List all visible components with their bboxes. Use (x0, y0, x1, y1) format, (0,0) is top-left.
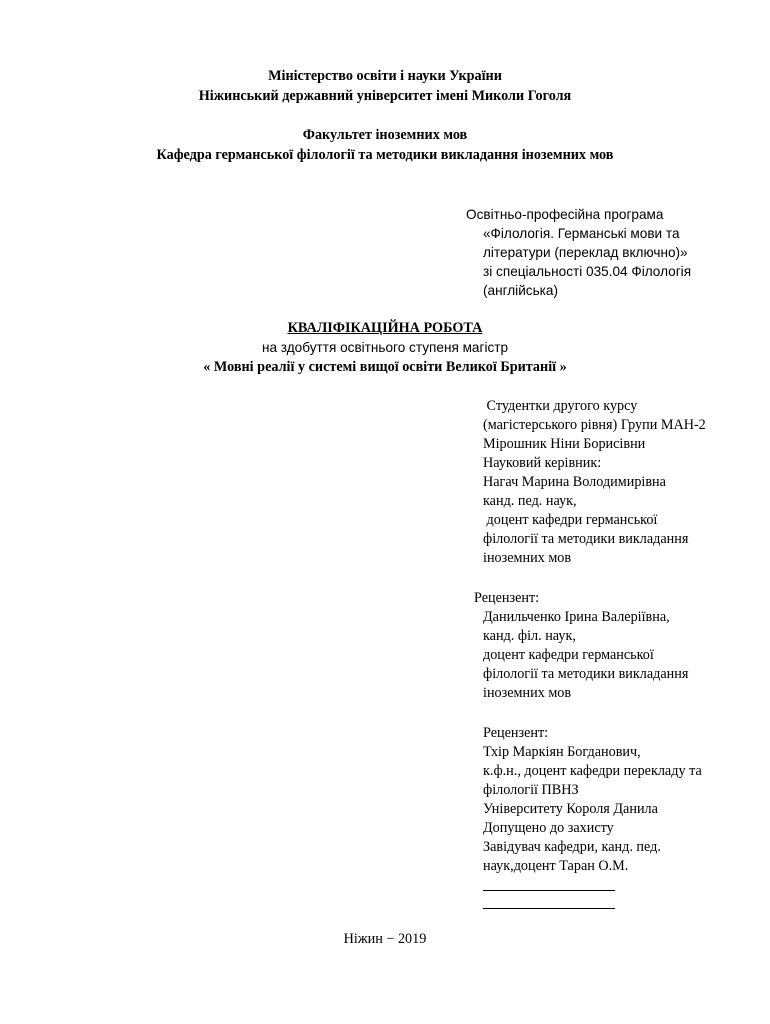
reviewer-line: к.ф.н., доцент кафедри перекладу та (483, 763, 702, 779)
student-line: Студентки другого курсу (483, 398, 638, 414)
reviewer-line: доцент кафедри германської (483, 647, 654, 663)
student-line: іноземних мов (483, 550, 572, 566)
reviewer-label: Рецензент: (474, 590, 540, 606)
student-line: Науковий керівник: (483, 455, 602, 471)
reviewer-line: наук,доцент Таран О.М. (483, 858, 629, 874)
program-line: Освітньо-професійна програма (466, 207, 664, 222)
university-name: Ніжинський державний університет імені Миколи Гоголя (198, 88, 572, 104)
student-block (483, 397, 706, 568)
program-block (466, 205, 691, 300)
city-year: Ніжин − 2019 (343, 931, 427, 947)
signature-line (483, 876, 702, 894)
reviewer-line: Університету Короля Данила (483, 801, 658, 817)
ministry-name: Міністерство освіти і науки України (268, 68, 502, 84)
student-line: доцент кафедри германської (483, 512, 658, 528)
reviewer-label: Рецензент: (483, 725, 549, 741)
degree-line: на здобуття освітнього ступеня магістр (261, 340, 509, 355)
reviewer-line: Данильченко Ірина Валеріївна, (483, 609, 670, 625)
signature-line (483, 894, 702, 912)
program-line: літератури (переклад включно)» (483, 245, 688, 260)
student-line: Мірошник Ніни Борисівни (483, 436, 646, 452)
reviewer-line: іноземних мов (483, 685, 572, 701)
student-line: (магістерського рівня) Групи МАН-2 (483, 417, 706, 433)
faculty-name: Факультет іноземних мов (302, 127, 468, 143)
program-line: зі спеціальності 035.04 Філологія (483, 264, 692, 279)
reviewer-line: Завідувач кафедри, канд. пед. (483, 839, 661, 855)
work-topic: « Мовні реалії у системі вищої освіти Великої Британії » (203, 359, 567, 375)
reviewer-line: Допущено до захисту (483, 820, 614, 836)
department-name: Кафедра германської філології та методики викладання іноземних мов (156, 147, 614, 163)
work-heading: КВАЛІФІКАЦІЙНА РОБОТА (287, 320, 483, 336)
student-line: філології та методики викладання (483, 531, 689, 547)
reviewer-line: Тхір Маркіян Богданович, (483, 744, 641, 760)
reviewer-line: філології та методики викладання (483, 666, 689, 682)
student-line: канд. пед. наук, (483, 493, 577, 509)
program-line: (англійська) (483, 283, 559, 298)
program-line: «Філологія. Германські мови та (483, 226, 680, 241)
reviewer2-block (483, 724, 702, 912)
reviewer1-block (474, 589, 688, 703)
student-line: Нагач Марина Володимирівна (483, 474, 666, 490)
reviewer-line: філології ПВНЗ (483, 782, 579, 798)
reviewer-line: канд. філ. наук, (483, 628, 576, 644)
